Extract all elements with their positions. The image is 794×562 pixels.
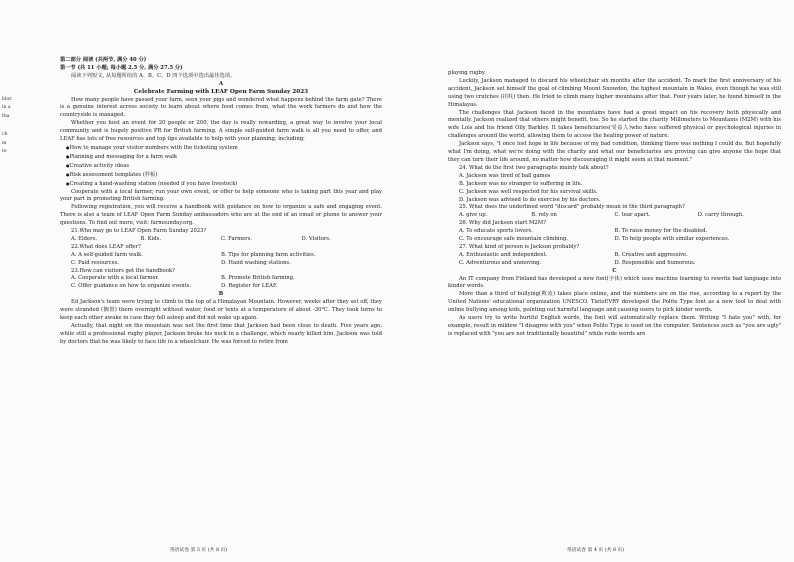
margin-note: tha bbox=[2, 113, 10, 119]
page-footer: 英语试卷 第 3 页 (共 8 页) bbox=[169, 548, 228, 553]
option: D. Jackson was advised to do exercise by his doctors. bbox=[459, 196, 601, 203]
passage-a-letter: A bbox=[218, 80, 224, 87]
option: D. Register for LEAF. bbox=[221, 283, 278, 290]
option: C. tear apart. bbox=[614, 212, 651, 219]
option: D. Responsible and humorous. bbox=[614, 259, 696, 266]
q22-options bbox=[60, 252, 382, 268]
margin-note: m bbox=[2, 140, 7, 146]
option: C. Jackson was well respected for his survival skills. bbox=[459, 188, 598, 195]
option: A. give up. bbox=[459, 212, 488, 219]
paragraph: Actually, that night on the mountain was not the first time that Jackson had been close to death. Five years ago, while still a professional rugby player, Jackson broke his neck in a challenge, which nearly killed him. Jackson was told by doctors that he was likely to face life in a wheelchair. He was forced to retire from bbox=[60, 322, 382, 345]
option: B. rely on bbox=[531, 212, 557, 219]
list-item: ● Creative activity ideas bbox=[66, 162, 382, 171]
resource-list bbox=[66, 144, 382, 189]
list-item: ● How to manage your visitor numbers with the ticketing system bbox=[66, 144, 382, 153]
option: B. Jackson was no stranger to suffering in life. bbox=[459, 180, 583, 187]
option: A. Cooperate with a local farmer. bbox=[71, 275, 160, 282]
option: C. Offer guidance on how to organize events. bbox=[71, 283, 192, 290]
paragraph-continuation: playing rugby. bbox=[448, 70, 486, 76]
option: D. To help people with similar experiences. bbox=[614, 236, 730, 243]
option: A. A self-guided farm walk. bbox=[71, 251, 143, 258]
paragraph: More than a third of bullying(欺凌) takes place online, and the numbers are on the rise, according to a report by the United Nations' educational organization UNESCO. TietoEVRY developed the Polite Type font as a new tool to deal with online bullying among kids, pointing out harmful language and causing users to pick kinder words. bbox=[448, 291, 781, 314]
margin-notes bbox=[2, 96, 24, 156]
left-column bbox=[60, 57, 382, 347]
option: B. To raise money for the disabled. bbox=[614, 228, 708, 235]
margin-note: blur bbox=[2, 97, 12, 102]
option: B. Creative and aggressive. bbox=[614, 251, 688, 258]
paragraph: As users try to write hurtful English words, the font will automatically replace them. Writing "I hate you" with, for example, result in mildew "I disagree with you" when Polite Type is used on the computer. Sentences such as "you are ugly" is replaced with "you are not traditionally beautiful" while rude words are bbox=[448, 315, 781, 337]
option: A. Elders. bbox=[71, 235, 97, 242]
page-footer: 英语试卷 第 4 页 (共 8 页) bbox=[566, 548, 625, 553]
paragraph: How many people have passed your farm, seen your pigs and wondered what happens behind the farm gate? There is a genuine interest across society to learn about where food comes from, what the work farmers do and how the countryside is managed. bbox=[60, 96, 382, 119]
question-25: 25. What does the underlined word "discard" probably mean in the third paragraph? bbox=[459, 204, 685, 211]
q23-options bbox=[60, 275, 382, 291]
option: B. Promote British farming. bbox=[221, 275, 295, 282]
q25-options bbox=[448, 212, 781, 220]
list-item: ● Risk assessment templates (样板) bbox=[66, 171, 382, 180]
option: A. Enthusiastic and independent. bbox=[459, 251, 548, 258]
list-item: ● Planning and messaging for a farm walk bbox=[66, 153, 382, 162]
margin-note: ch bbox=[2, 132, 8, 138]
question-23: 23.How can visitors get the handbook? bbox=[71, 267, 175, 274]
paragraph: Following registration, you will receive a handbook with guidance on how to organize a safe and engaging event. There is also a team of LEAF Open Farm Sunday ambassadors who are at the end of an email or phone to answer your questions. To find out more, visit: farmsunday.org. bbox=[60, 204, 382, 227]
option: D. carry through. bbox=[697, 212, 744, 219]
paragraph: Ed Jackson's team were trying to climb to the top of a Himalayan Mountain. However, weeks after they set off, they were stranded (搁置) there overnight without water, food or tents at a temperature of about -30℃. They took turns to keep each other awake in case they fell asleep and did not wake up again. bbox=[60, 299, 382, 321]
passage-a-title: Celebrate Farming with LEAF Open Farm Sunday 2023 bbox=[133, 88, 309, 95]
q27-options bbox=[448, 252, 781, 268]
option: C. Paid resources. bbox=[71, 259, 120, 266]
option: D. Visitors. bbox=[301, 235, 331, 242]
paragraph: The challenges that Jackson faced in the mountains have had a great impact on his recovery both physically and mentally. Jackson realized that others might benefit, too. So he started the charity Millimeters to Mountains (M2M) with his wife Lois and his friend Olly Barkley. It takes beneficiaries(受益人)who have suffered physical or psychological injuries in challenges around the world, allowing them to access the healing power of nature. bbox=[448, 109, 781, 140]
margin-note: te bbox=[2, 149, 7, 155]
passage-b-letter: B bbox=[218, 291, 224, 298]
option: D. Hand washing stations. bbox=[221, 259, 291, 266]
q21-options bbox=[60, 236, 382, 244]
paragraph: An IT company from Finland has developed a new font(字体) which uses machine learning to rewrite bad language into kinder words. bbox=[448, 275, 781, 290]
passage-c-letter: C bbox=[612, 267, 617, 274]
subsection-header: 第一节 (共 11 小题; 每小题 2.5 分, 满分 27.5 分) bbox=[60, 64, 183, 71]
right-page bbox=[397, 0, 794, 562]
question-27: 27. What kind of person is Jackson probably? bbox=[459, 243, 580, 250]
paragraph: Luckily, Jackson managed to discard his wheelchair six months after the accident. To mark the first anniversary of his accident, Jackson set himself the goal of climbing Mount Snowdon, the highest mountain in Wales, even though he was still using two crutches (拐杖) then. He tried to climb many higher mountains after that. Four years later, he found himself in the Himalayas. bbox=[448, 77, 781, 108]
instruction: 阅读下列短文, 从每题所给的 A、B、C、D 四个选项中选出最佳选项。 bbox=[71, 72, 236, 79]
paragraph: Cooperate with a local farmer, run your own event, or offer to help someone who is taking part this year and play your part in promoting British farming. bbox=[60, 188, 382, 203]
question-24: 24. What do the first two paragraphs mainly talk about? bbox=[459, 164, 609, 171]
right-column bbox=[448, 70, 781, 339]
q26-options bbox=[448, 228, 781, 244]
option: A. Jackson was tired of ball games bbox=[459, 172, 551, 179]
option: C. To encourage safe mountain climbing. bbox=[459, 236, 568, 243]
paragraph: Jackson says, "I once lost hope in life because of my bad condition, thinking there was nothing I could do. But hopefully what I'm doing, what we're doing with the charity and what our beneficiaries are proving can give anyone the hope that they can turn their life around, no matter how discouraging it might seem at that moment." bbox=[448, 141, 781, 163]
option: C. Farmers. bbox=[221, 235, 253, 242]
paragraph: Whether you host an event for 20 people or 200, the day is really rewarding, a great way to involve your local community and is hugely positive PR for British farming. A simple self-guided farm walk is all you need to offer, and LEAF has lots of free resources and top tips available to help with your planning, including: bbox=[60, 120, 382, 143]
margin-note: in a bbox=[2, 105, 11, 111]
section-header: 第二部分 阅读 (共两节, 满分 40 分) bbox=[60, 57, 147, 63]
option: C. Adventurous and unmoving. bbox=[459, 259, 542, 266]
option: B. Kids. bbox=[140, 235, 162, 242]
list-item: ● Creating a hand-washing station (needed if you have livestock) bbox=[66, 180, 382, 189]
option: B. Tips for planning farm activities. bbox=[221, 251, 316, 258]
question-22: 22.What does LEAF offer? bbox=[71, 243, 141, 250]
question-26: 26. Why did Jackson start M2M? bbox=[459, 220, 546, 227]
option: A. To educate sports lovers. bbox=[459, 228, 533, 235]
question-21: 21.Who may go to LEAF Open Farm Sunday 2023? bbox=[71, 228, 207, 235]
